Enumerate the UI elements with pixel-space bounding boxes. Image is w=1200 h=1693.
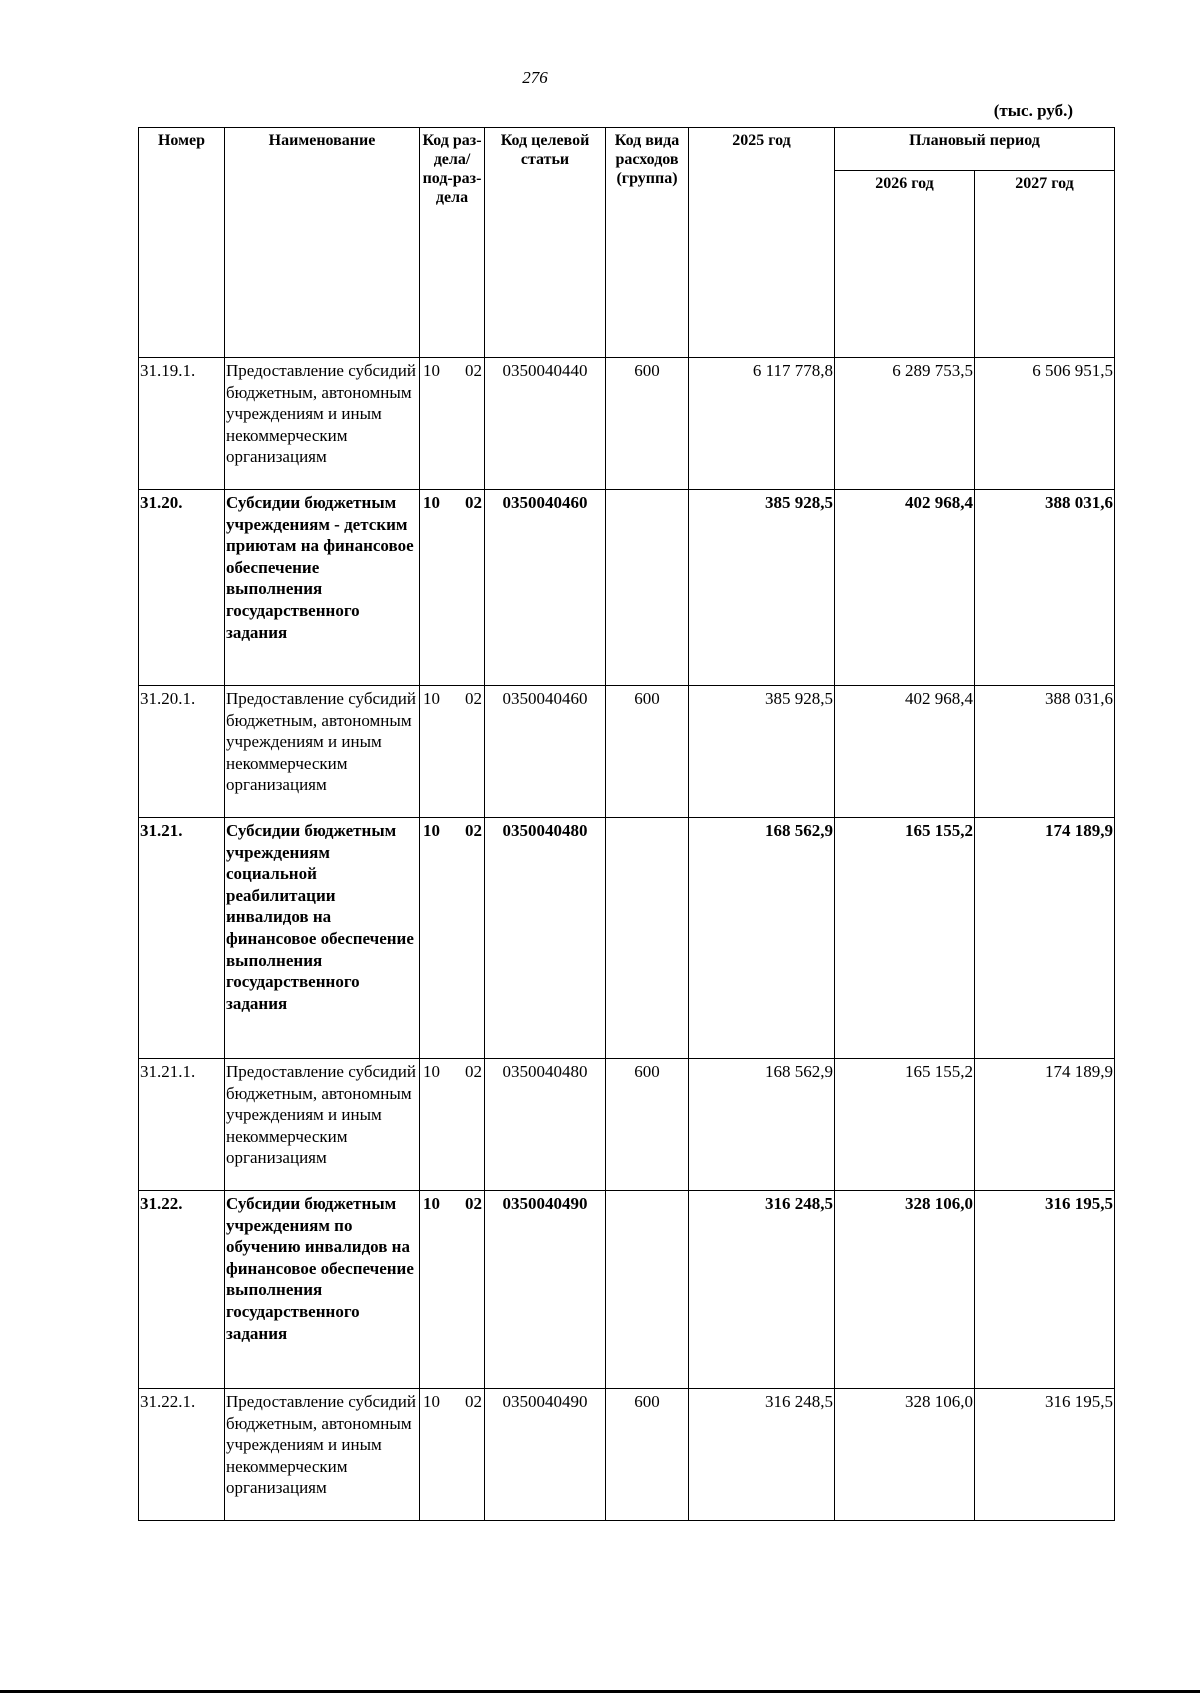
row-amount-2026: 402 968,4 [835,686,975,818]
header-year-2025: 2025 год [689,128,835,358]
row-amount-2026: 165 155,2 [835,1059,975,1191]
row-amount-2025: 168 562,9 [689,1059,835,1191]
row-name: Субсидии бюджетным учреждениям - детским приютам на финансовое обеспечение выполнения государственного задания [225,490,420,686]
row-expense-kind [606,818,689,1059]
table-row [139,1191,1115,1389]
row-number: 31.19.1. [139,358,225,490]
row-name: Предоставление субсидий бюджетным, автономным учреждениям и иным некоммерческим организациям [225,1389,420,1521]
row-name: Субсидии бюджетным учреждениям социальной реабилитации инвалидов на финансовое обеспечение выполнения государственного задания [225,818,420,1059]
page-number: 276 [522,68,548,87]
table-row [139,490,1115,686]
row-section-code [420,358,485,490]
section: 10 [423,361,440,380]
header-section-code: Код раз-дела/ под-раз-дела [420,128,485,358]
row-amount-2027: 174 189,9 [975,818,1115,1059]
row-expense-kind: 600 [606,686,689,818]
table-row [139,1389,1115,1521]
row-amount-2026: 6 289 753,5 [835,358,975,490]
header-name: Наименование [225,128,420,358]
section: 10 [423,1194,440,1213]
row-name: Предоставление субсидий бюджетным, автономным учреждениям и иным некоммерческим организациям [225,686,420,818]
row-section-code [420,1191,485,1389]
row-amount-2026: 402 968,4 [835,490,975,686]
row-expense-kind: 600 [606,358,689,490]
row-name: Предоставление субсидий бюджетным, автономным учреждениям и иным некоммерческим организациям [225,358,420,490]
row-amount-2025: 168 562,9 [689,818,835,1059]
row-expense-kind [606,1191,689,1389]
header-planning-period: Плановый период [835,128,1115,171]
row-amount-2026: 328 106,0 [835,1389,975,1521]
row-target-code: 0350040460 [485,490,606,686]
budget-table [138,127,1115,1521]
header-number: Номер [139,128,225,358]
table-row [139,686,1115,818]
section: 10 [423,1392,440,1411]
section: 10 [423,689,440,708]
subsection: 02 [465,821,482,840]
row-expense-kind: 600 [606,1059,689,1191]
row-target-code: 0350040490 [485,1389,606,1521]
row-expense-kind: 600 [606,1389,689,1521]
row-amount-2027: 388 031,6 [975,686,1115,818]
row-number: 31.21.1. [139,1059,225,1191]
row-target-code: 0350040480 [485,818,606,1059]
row-amount-2025: 6 117 778,8 [689,358,835,490]
header-expense-kind: Код вида расходов (группа) [606,128,689,358]
row-expense-kind [606,490,689,686]
section: 10 [423,493,440,512]
row-section-code [420,490,485,686]
row-amount-2027: 6 506 951,5 [975,358,1115,490]
table-row [139,358,1115,490]
subsection: 02 [465,1062,482,1081]
row-amount-2027: 316 195,5 [975,1389,1115,1521]
row-section-code [420,818,485,1059]
row-section-code [420,686,485,818]
subsection: 02 [465,361,482,380]
table-row [139,1059,1115,1191]
row-target-code: 0350040460 [485,686,606,818]
table-row [139,818,1115,1059]
section: 10 [423,821,440,840]
subsection: 02 [465,689,482,708]
row-amount-2025: 316 248,5 [689,1191,835,1389]
row-section-code [420,1389,485,1521]
row-name: Субсидии бюджетным учреждениям по обучению инвалидов на финансовое обеспечение выполнения государственного задания [225,1191,420,1389]
row-amount-2025: 385 928,5 [689,490,835,686]
subsection: 02 [465,493,482,512]
row-amount-2026: 328 106,0 [835,1191,975,1389]
row-name: Предоставление субсидий бюджетным, автономным учреждениям и иным некоммерческим организациям [225,1059,420,1191]
row-number: 31.22.1. [139,1389,225,1521]
row-number: 31.22. [139,1191,225,1389]
row-target-code: 0350040480 [485,1059,606,1191]
row-amount-2027: 388 031,6 [975,490,1115,686]
row-amount-2027: 316 195,5 [975,1191,1115,1389]
section: 10 [423,1062,440,1081]
row-target-code: 0350040490 [485,1191,606,1389]
header-target-code: Код целевой статьи [485,128,606,358]
header-year-2027: 2027 год [975,171,1115,358]
row-number: 31.20. [139,490,225,686]
row-number: 31.21. [139,818,225,1059]
row-amount-2027: 174 189,9 [975,1059,1115,1191]
row-target-code: 0350040440 [485,358,606,490]
header-row-1 [139,128,1115,171]
header-year-2026: 2026 год [835,171,975,358]
row-amount-2025: 385 928,5 [689,686,835,818]
subsection: 02 [465,1392,482,1411]
row-section-code [420,1059,485,1191]
row-number: 31.20.1. [139,686,225,818]
row-amount-2026: 165 155,2 [835,818,975,1059]
subsection: 02 [465,1194,482,1213]
units-label: (тыс. руб.) [993,101,1073,120]
row-amount-2025: 316 248,5 [689,1389,835,1521]
